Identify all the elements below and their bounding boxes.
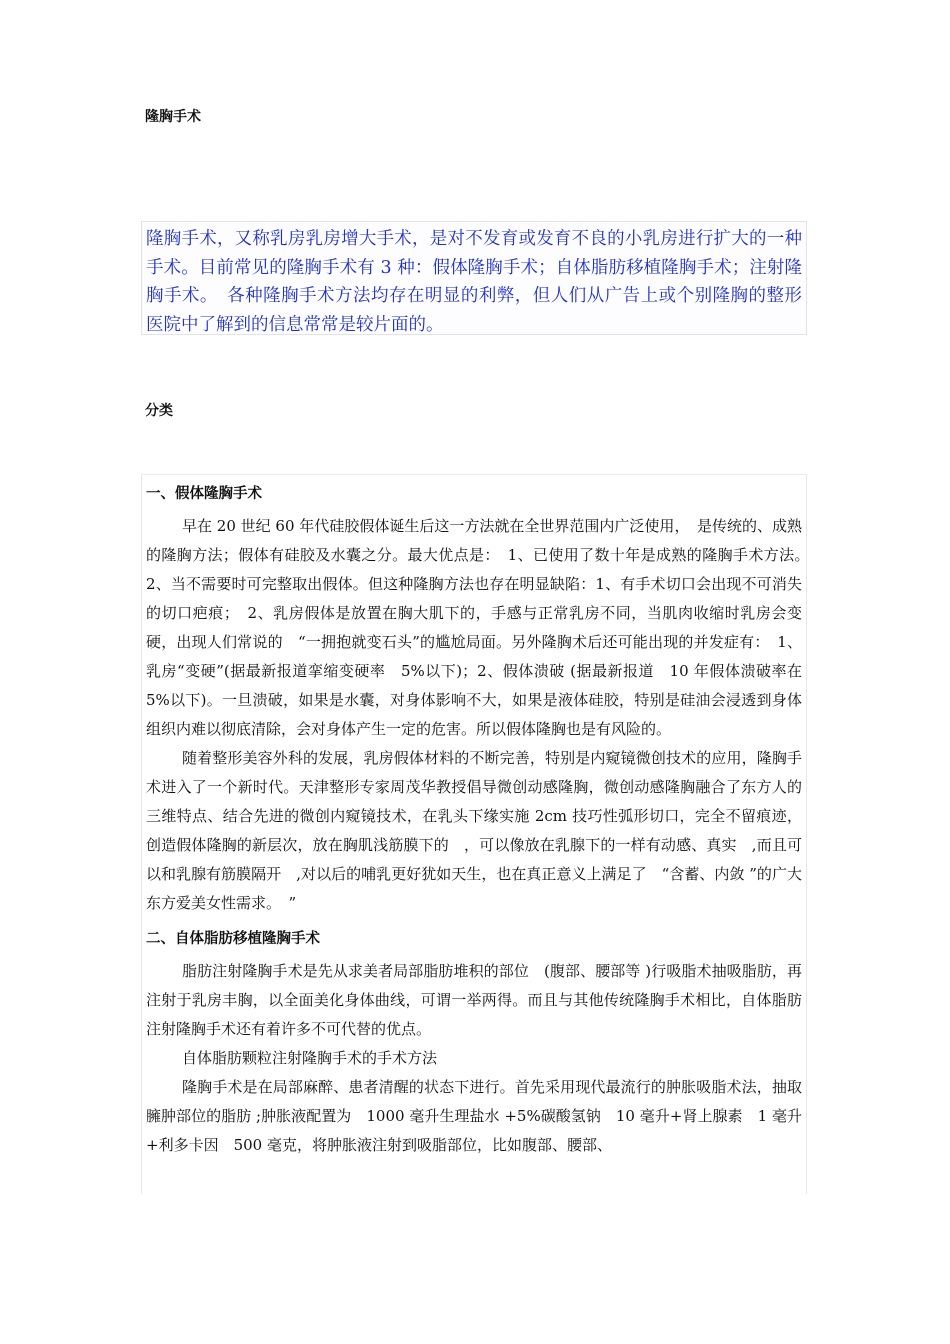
paragraph: 隆胸手术是在局部麻醉、患者清醒的状态下进行。首先采用现代最流行的肿胀吸脂术法，抽取臃肿部位的脂肪 ;肿胀液配置为 1000 毫升生理盐水 +5%碳酸氢钠 10 毫升+肾上腺素 1 毫升+利多卡因 500 毫克，将肿胀液注射到吸脂部位，比如腹部、腰部、: [146, 1078, 802, 1154]
section-heading: 二、自体脂肪移植隆胸手术: [146, 931, 320, 947]
section-fat-graft: [146, 928, 802, 1160]
section-heading: 一、假体隆胸手术: [146, 486, 262, 502]
page-title: 隆胸手术: [145, 109, 201, 125]
paragraph: 脂肪注射隆胸手术是先从求美者局部脂肪堆积的部位 (腹部、腰部等 )行吸脂术抽吸脂肪，再注射于乳房丰胸，以全面美化身体曲线，可谓一举两得。而且与其他传统隆胸手术相比，自体脂肪注射隆胸手术还有着许多不可代替的优点。: [146, 962, 802, 1038]
paragraph: 随着整形美容外科的发展，乳房假体材料的不断完善，特别是内窥镜微创技术的应用，隆胸手术进入了一个新时代。天津整形专家周茂华教授倡导微创动感隆胸，微创动感隆胸融合了东方人的三维特点、结合先进的微创内窥镜技术，在乳头下缘实施 2cm 技巧性弧形切口，完全不留痕迹，创造假体隆胸的新层次，放在胸肌浅筋膜下的 ，可以像放在乳腺下的一样有动感、真实 ,而且可以和乳腺有筋膜隔开 ,对以后的哺乳更好犹如天生，也在真正意义上满足了 “含蓄、内敛 ”的广大东方爱美女性需求。 ”: [146, 749, 802, 912]
paragraph: 自体脂肪颗粒注射隆胸手术的手术方法: [182, 1049, 438, 1067]
intro-box: [141, 221, 807, 335]
intro-text: 隆胸手术，又称乳房乳房增大手术，是对不发育或发育不良的小乳房进行扩大的一种手术。目前常见的隆胸手术有 3 种：假体隆胸手术；自体脂肪移植隆胸手术；注射隆胸手术。 各种隆胸手术方法均存在明显的利弊，但人们从广告上或个别隆胸的整形医院中了解到的信息常常是较片面的。: [146, 229, 802, 335]
section-implant: [146, 483, 818, 918]
content-box: [141, 474, 818, 1194]
paragraph: 早在 20 世纪 60 年代硅胶假体诞生后这一方法就在全世界范围内广泛使用， 是传统的、成熟的隆胸方法；假体有硅胶及水囊之分。最大优点是： 1、已使用了数十年是成熟的隆胸手术方法。 2、当不需要时可完整取出假体。但这种隆胸方法也存在明显缺陷：1、有手术切口会出现不可消失的切口疤痕； 2、乳房假体是放置在胸大肌下的，手感与正常乳房不同，当肌肉收缩时乳房会变硬，出现人们常说的 “一拥抱就变石头”的尴尬局面。另外隆胸术后还可能出现的并发症有： 1、乳房“变硬”(据最新报道挛缩变硬率 5%以下)；2、假体溃破 (据最新报道 10 年假体溃破率在 5%以下)。一旦溃破，如果是水囊，对身体影响不大，如果是液体硅胶，特别是硅油会浸透到身体组织内难以彻底清除，会对身体产生一定的危害。所以假体隆胸也是有风险的。: [146, 517, 818, 738]
section-label: 分类: [145, 403, 173, 419]
